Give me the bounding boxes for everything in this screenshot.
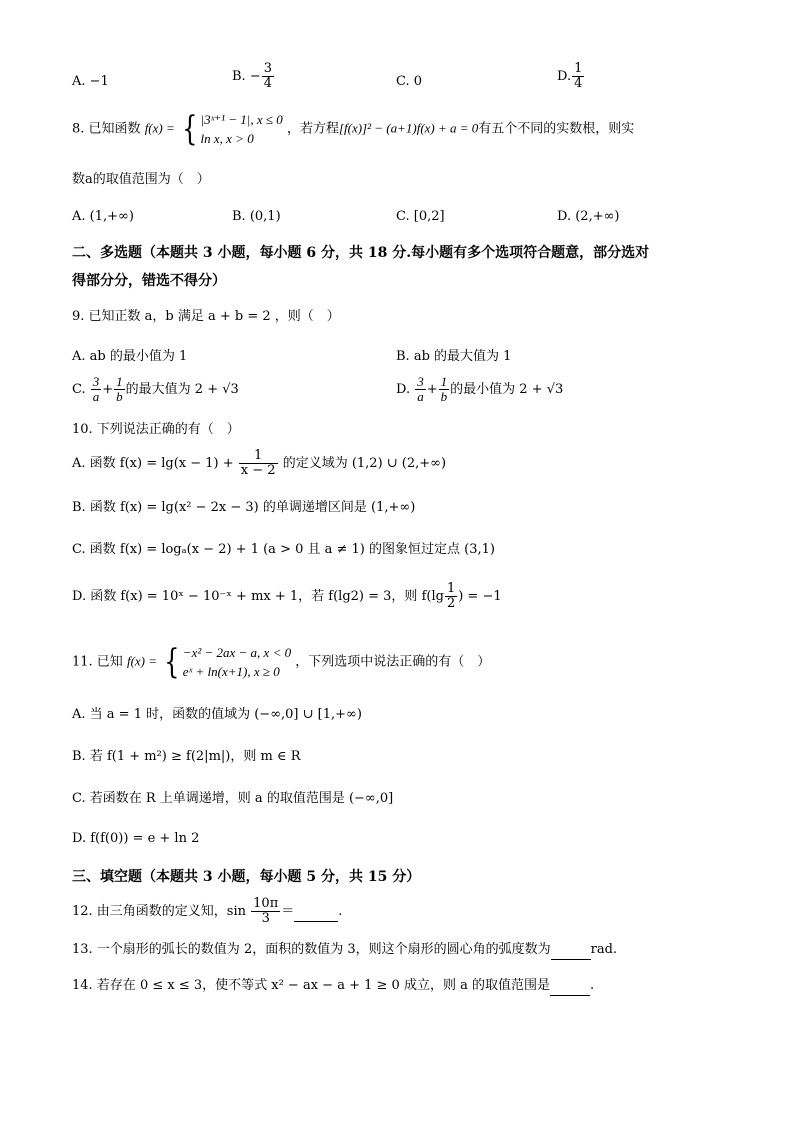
section2-heading-line1: 二、多选题（本题共 3 小题，每小题 6 分，共 18 分.每小题有多个选项符合题意，部分选对 — [72, 245, 650, 261]
q10-a-fraction — [239, 449, 278, 478]
q7-option-c: C. 0 — [396, 74, 423, 89]
q8-fx: f(x) = — [144, 120, 175, 136]
q11-prefix: 11. 已知 — [72, 654, 123, 670]
q7-b-num: 3 — [263, 61, 272, 76]
q13 — [72, 941, 617, 960]
q7-option-d-fraction — [572, 62, 584, 91]
q10-option-c: C. 函数 f(x) = logₐ(x − 2) + 1 (a > 0 且 a ≠ 1) 的图象恒过定点 (3,1) — [72, 542, 495, 557]
q9-d-frac1-num: 3 — [417, 374, 424, 389]
q9-option-b: B. ab 的最大值为 1 — [396, 349, 512, 364]
q7-option-a: A. −1 — [72, 74, 109, 89]
q9-c-suffix: 的最大值为 2 + √3 — [125, 382, 239, 397]
q10-a-num: 1 — [239, 449, 278, 464]
q9-c-frac2-num: 1 — [116, 374, 123, 389]
q13-answer-blank[interactable] — [551, 941, 591, 960]
q8-prefix: 8. 已知函数 — [72, 121, 141, 137]
q11-cases — [183, 643, 291, 681]
q10-option-d — [72, 582, 502, 611]
q11-tail: ，下列选项中说法正确的有（ ） — [295, 654, 491, 670]
q7-option-b-fraction — [262, 62, 274, 91]
q12-num: 10π — [253, 896, 279, 911]
q9-c-prefix: C. — [72, 382, 86, 397]
q10-option-a — [72, 449, 446, 478]
q10-d-den: 2 — [446, 596, 456, 611]
q10-option-b: B. 函数 f(x) = lg(x² − 2x − 3) 的单调递增区间是 (1,+∞) — [72, 500, 416, 515]
q9-d-suffix: 的最小值为 2 + √3 — [450, 382, 564, 397]
section3-heading: 三、填空题（本题共 3 小题，每小题 5 分，共 15 分） — [72, 869, 421, 885]
q10-a-den: x − 2 — [240, 463, 276, 478]
q9-d-frac2 — [439, 375, 450, 404]
q8-stem — [72, 110, 634, 148]
q7-d-num: 1 — [574, 61, 583, 76]
q9-d-frac2-num: 1 — [440, 374, 448, 389]
q12-suffix: ＝ — [281, 904, 295, 919]
q12-prefix: 12. 由三角函数的定义知，sin — [72, 904, 247, 919]
q9-c-frac2 — [114, 375, 125, 404]
q7-option-d-prefix: D. — [557, 69, 572, 84]
q14-answer-blank[interactable] — [550, 977, 590, 996]
q10-a-suffix: 的定义域为 (1,2) ∪ (2,+∞) — [282, 456, 447, 471]
q11-case1: −x² − 2ax − a, x < 0 — [182, 645, 292, 660]
q14-end: . — [589, 978, 595, 993]
q9-option-a: A. ab 的最小值为 1 — [72, 349, 188, 364]
q9-c-frac2-den: b — [116, 389, 123, 404]
q14-text: 14. 若存在 0 ≤ x ≤ 3，使不等式 x² − ax − a + 1 ≥ 0 成立，则 a 的取值范围是 — [72, 978, 550, 993]
q7-option-d — [557, 62, 585, 91]
q11-case2: eˣ + ln(x+1), x ≥ 0 — [182, 664, 280, 679]
section2-heading-line2: 得部分分，错选不得分） — [72, 273, 226, 289]
q8-cases — [201, 110, 283, 148]
q11-stem — [72, 643, 490, 681]
q10-d-fraction — [445, 582, 457, 611]
q9-d-prefix: D. — [396, 382, 411, 397]
q11-option-a: A. 当 a = 1 时，函数的值域为 (−∞,0] ∪ [1,+∞) — [72, 707, 362, 722]
q7-d-den: 4 — [574, 76, 583, 91]
q9-c-frac1-num: 3 — [92, 374, 100, 389]
q11-fx: f(x) = — [126, 653, 158, 669]
q10-d-prefix: D. 函数 f(x) = 10ˣ − 10⁻ˣ + mx + 1，若 f(lg2) = 3，则 f(lg — [72, 589, 444, 604]
q9-c-frac1-den: a — [92, 389, 100, 404]
q11-option-b: B. 若 f(1 + m²) ≥ f(2|m|)，则 m ∈ R — [72, 749, 301, 764]
q12-fraction — [251, 897, 280, 926]
q9-option-c: C. $\frac{3}{a}$ + $\frac{1}{b}$ 的最大值为 2 + √3 — [72, 374, 239, 404]
q12 — [72, 897, 342, 926]
q8-option-d: D. (2,+∞) — [557, 209, 620, 224]
q8-option-c: C. [0,2] — [396, 209, 445, 224]
q13-end: rad. — [590, 942, 618, 957]
q8-stem-line2: 数a的取值范围为（ ） — [72, 172, 210, 187]
q9-d-frac1-den: a — [417, 389, 424, 404]
q12-den: 3 — [261, 911, 270, 926]
q10-d-num: 1 — [446, 581, 456, 596]
q8-mid: ，若方程 — [286, 121, 339, 137]
q10-d-suffix: ) = −1 — [458, 589, 502, 604]
q7-option-b — [232, 62, 275, 91]
q7-b-den: 4 — [263, 76, 272, 91]
q11-brace: { — [164, 642, 180, 682]
q8-option-a: A. (1,+∞) — [72, 209, 134, 224]
q12-answer-blank[interactable] — [294, 903, 338, 922]
q9-option-d: D. $\frac{3}{a}$ + $\frac{1}{b}$ 的最小值为 2 + √3 — [396, 374, 564, 404]
q8-case2: ln x, x > 0 — [200, 131, 254, 146]
q8-case1: |3ˣ⁺¹ − 1|, x ≤ 0 — [200, 112, 283, 127]
q9-stem: 9. 已知正数 a，b 满足 a + b = 2 ，则（ ） — [72, 309, 340, 324]
q8-tail: 有五个不同的实数根，则实 — [478, 121, 635, 137]
q14 — [72, 977, 594, 996]
q7-option-b-prefix: B. − — [232, 69, 261, 84]
q12-end: . — [338, 904, 343, 919]
q11-option-c: C. 若函数在 R 上单调递增，则 a 的取值范围是 (−∞,0] — [72, 791, 394, 806]
q8-brace: { — [182, 109, 198, 149]
q9-d-frac1 — [415, 375, 426, 404]
q8-equation: [f(x)]² − (a+1)f(x) + a = 0 — [338, 120, 479, 136]
q10-a-prefix: A. 函数 f(x) = lg(x − 1) + — [72, 456, 234, 471]
q9-d-frac2-den: b — [440, 389, 448, 404]
q9-c-frac1 — [91, 375, 102, 404]
q11-option-d: D. f(f(0)) = e + ln 2 — [72, 831, 200, 846]
q10-stem: 10. 下列说法正确的有（ ） — [72, 422, 240, 437]
q13-text: 13. 一个扇形的弧长的数值为 2，面积的数值为 3，则这个扇形的圆心角的弧度数为 — [72, 942, 551, 957]
q8-option-b: B. (0,1) — [232, 209, 281, 224]
